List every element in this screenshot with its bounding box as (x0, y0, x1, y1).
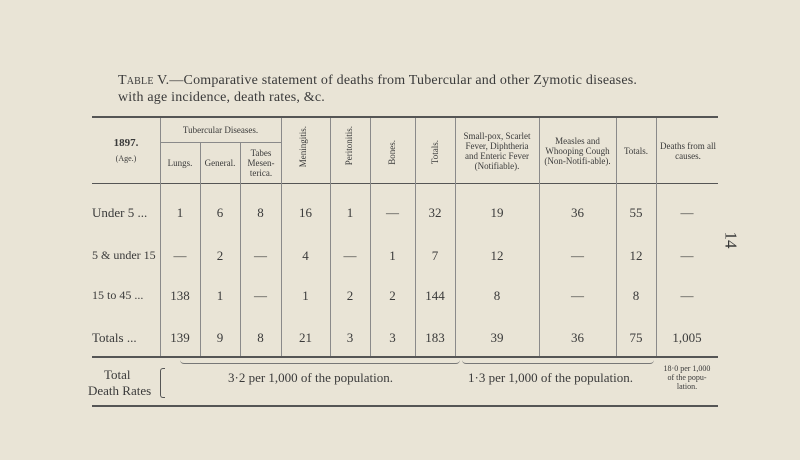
footer-brace (160, 368, 165, 398)
col-sep (455, 118, 456, 356)
header-smallpox: Small-pox, Scarlet Fever, Diphtheria and Enteric Fever (Notifiable). (463, 131, 531, 171)
table-cell: 55 (629, 205, 643, 220)
table-cell: 8 (257, 330, 264, 345)
header-bottom-rule (92, 183, 718, 184)
table-cell: 21 (299, 330, 312, 345)
table-cell: 36 (571, 330, 584, 345)
table-cell: 8 (632, 288, 640, 303)
table-cell: 1 (389, 248, 396, 263)
table-cell: 1 (346, 205, 354, 220)
footer-rate-tubercular: 3·2 per 1,000 of the population. (228, 370, 393, 385)
table-cell: 1 (302, 288, 309, 303)
page-number: 14 (721, 231, 741, 249)
col-sep (330, 118, 331, 356)
table-cell: — (254, 288, 267, 303)
table-cell: 1 (176, 205, 184, 220)
header-tubercular: Tubercular Diseases. (182, 125, 259, 135)
brace-tubercular (180, 357, 460, 364)
table-cell: — (173, 248, 187, 263)
table-cell: 8 (257, 205, 264, 220)
table-cell: — (571, 288, 584, 303)
table-cell: 36 (571, 205, 584, 220)
table-cell: 138 (170, 288, 190, 303)
header-totals2: Totals. (623, 146, 649, 156)
table-cell: 2 (389, 288, 396, 303)
header-measles: Measles and Whooping Cough (Non-Notifi-able). (544, 136, 611, 166)
table-cell: — (680, 288, 694, 303)
col-sep (656, 118, 657, 356)
table-cell: 12 (490, 248, 504, 263)
table-cell: 1,005 (672, 330, 702, 345)
footer-label-line1: Total (104, 367, 131, 382)
table-title-line2: with age incidence, death rates, &c. (118, 90, 326, 105)
table-cell: 75 (629, 330, 643, 345)
table-cell: 3 (346, 330, 354, 345)
header-tabes: Tabes Mesen-terica. (247, 148, 275, 178)
table-cell: 1 (216, 288, 224, 303)
footer-label-line2: Death Rates (88, 383, 152, 398)
table-cell: — (386, 205, 399, 220)
table-cell: 16 (299, 205, 312, 220)
table-cell: 3 (389, 330, 396, 345)
table-cell: 19 (490, 205, 504, 220)
col-sep (539, 118, 540, 356)
row-label: 15 to 45 ... (92, 288, 144, 302)
header-totals: Totals. (430, 140, 440, 165)
bottom-rule (92, 405, 718, 407)
header-peritonitis: Peritonitis. (344, 126, 354, 166)
table-cell: — (680, 248, 694, 263)
header-lungs: Lungs. (167, 158, 193, 168)
table-cell: — (254, 248, 267, 263)
table-cell: 6 (216, 205, 224, 220)
table-cell: 39 (490, 330, 504, 345)
footer-rate-zymotic: 1·3 per 1,000 of the population. (468, 370, 633, 385)
header-deaths: Deaths from all causes. (660, 141, 716, 161)
header-bones: Bones. (387, 140, 397, 165)
table-cell: 9 (216, 330, 224, 345)
table-title-prefix: Table V. (118, 73, 170, 88)
header-general: General. (204, 158, 236, 168)
table-cell: 8 (493, 288, 501, 303)
header-meningitis: Meningitis. (298, 126, 308, 168)
table-cell: 183 (425, 330, 445, 345)
table-cell: 139 (170, 330, 190, 345)
table-title (118, 72, 637, 106)
table-cell: 2 (346, 288, 354, 303)
row-label: 5 & under 15 (92, 248, 156, 262)
brace-zymotic (462, 357, 654, 364)
col-sep (370, 118, 371, 356)
table-cell: — (343, 248, 357, 263)
col-sep (281, 118, 282, 356)
table-cell: — (571, 248, 584, 263)
table-cell: 144 (425, 288, 445, 303)
header-year: 1897. (113, 137, 139, 149)
table-cell: 2 (216, 248, 224, 263)
table-cell: 7 (431, 248, 439, 263)
tubercular-underline (160, 142, 281, 143)
table-cell: 12 (629, 248, 643, 263)
row-label: Totals ... (92, 330, 137, 345)
table-cell: — (680, 205, 694, 220)
header-age: (Age.) (115, 154, 137, 163)
row-label: Under 5 ... (92, 205, 148, 220)
footer-rate-all: 18·0 per 1,000 of the popu-lation. (663, 364, 711, 391)
table-title-line1: —Comparative statement of deaths from Tubercular and other Zymotic diseases. (169, 73, 638, 88)
table-cell: 32 (428, 205, 442, 220)
top-rule (92, 116, 718, 118)
col-sep (415, 118, 416, 356)
table-cell: 4 (302, 248, 309, 263)
